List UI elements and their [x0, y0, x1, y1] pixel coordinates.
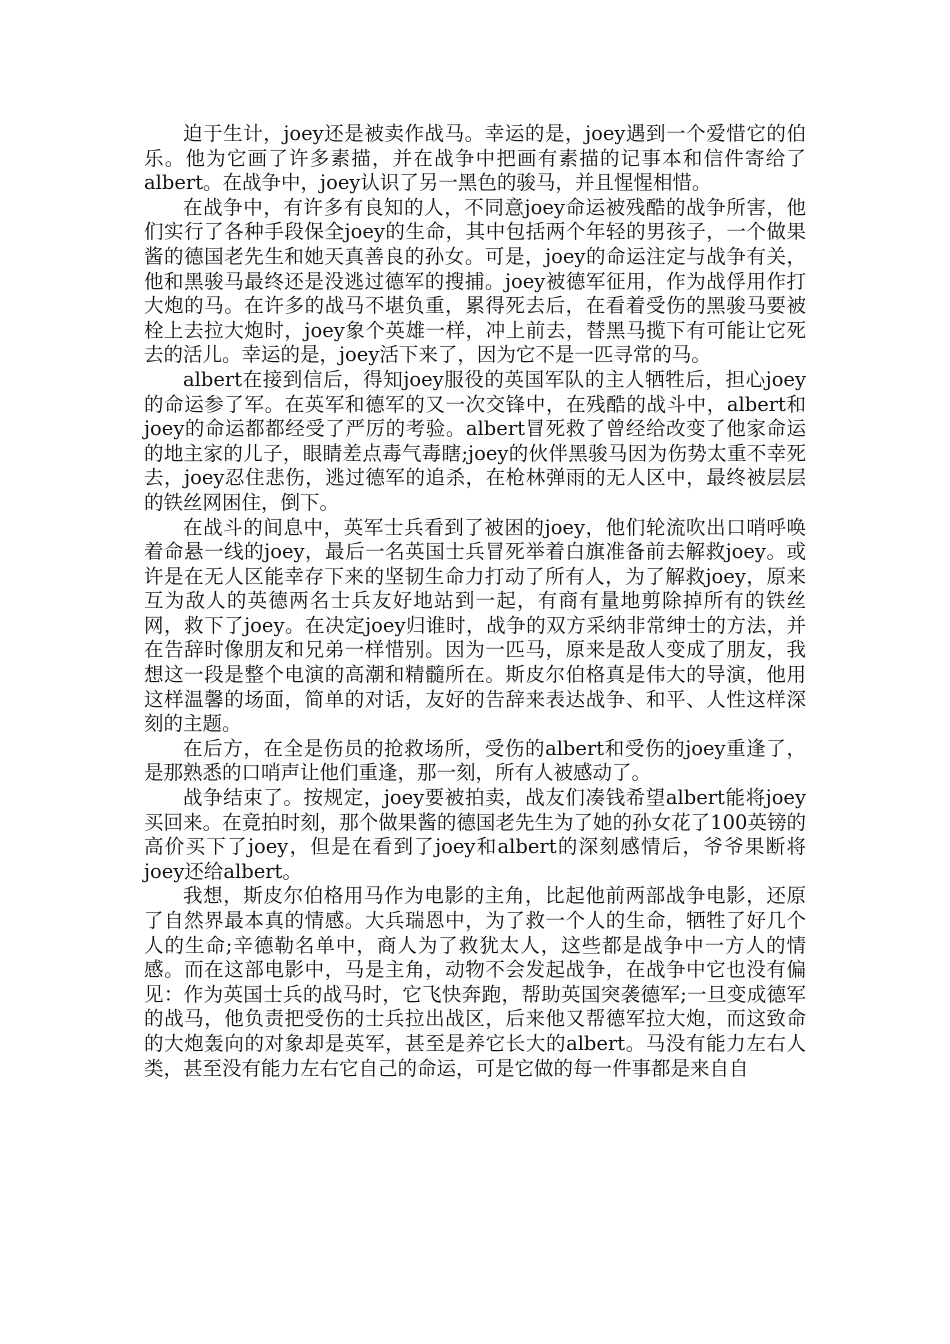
article-body [144, 122, 806, 1081]
paragraph-6: 战争结束了。按规定，joey要被拍卖，战友们凑钱希望albert能将joey买回来。在竟拍时刻，那个做果酱的德国老先生为了她的孙女花了100英镑的高价买下了joey，但是在看到了joey和albert的深刻感情后，爷爷果断将joey还给albert。 [144, 786, 806, 883]
paragraph-2: 在战争中，有许多有良知的人，不同意joey命运被残酷的战争所害，他们实行了各种手段保全joey的生命，其中包括两个年轻的男孩子，一个做果酱的德国老先生和她天真善良的孙女。可是，joey的命运注定与战争有关，他和黑骏马最终还是没逃过德军的搜捕。joey被德军征用，作为战俘用作打大炮的马。在许多的战马不堪负重，累得死去后，在看着受伤的黑骏马要被栓上去拉大炮时，joey象个英雄一样，冲上前去，替黑马揽下有可能让它死去的活儿。幸运的是，joey活下来了，因为它不是一匹寻常的马。 [144, 195, 806, 367]
paragraph-7: 我想，斯皮尔伯格用马作为电影的主角，比起他前两部战争电影，还原了自然界最本真的情感。大兵瑞恩中，为了救一个人的生命，牺牲了好几个人的生命;辛德勒名单中，商人为了救犹太人，这些都是战争中一方人的情感。而在这部电影中，马是主角，动物不会发起战争，在战争中它也没有偏见：作为英国士兵的战马时，它飞快奔跑，帮助英国突袭德军;一旦变成德军的战马，他负责把受伤的士兵拉出战区，后来他又帮德军拉大炮，而这致命的大炮轰向的对象却是英军，甚至是养它长大的albert。马没有能力左右人类，甚至没有能力左右它自己的命运，可是它做的每一件事都是来自自 [144, 884, 806, 1080]
paragraph-1: 迫于生计，joey还是被卖作战马。幸运的是，joey遇到一个爱惜它的伯乐。他为它画了许多素描，并在战争中把画有素描的记事本和信件寄给了albert。在战争中，joey认识了另一黑色的骏马，并且惺惺相惜。 [144, 122, 806, 195]
paragraph-3: albert在接到信后，得知joey服役的英国军队的主人牺牲后，担心joey的命运参了军。在英军和德军的又一次交锋中，在残酷的战斗中，albert和joey的命运都都经受了严厉的考验。albert冒死救了曾经给改变了他家命运的地主家的儿子，眼睛差点毒气毒瞎;joey的伙伴黑骏马因为伤势太重不幸死去，joey忍住悲伤，逃过德军的追杀，在枪林弹雨的无人区中，最终被层层的铁丝网困住，倒下。 [144, 367, 806, 514]
paragraph-5: 在后方，在全是伤员的抢救场所，受伤的albert和受伤的joey重逢了，是那熟悉的口哨声让他们重逢，那一刻，所有人被感动了。 [144, 736, 806, 785]
paragraph-4: 在战斗的间息中，英军士兵看到了被困的joey，他们轮流吹出口哨呼唤着命悬一线的joey，最后一名英国士兵冒死举着白旗准备前去解救joey。或许是在无人区能幸存下来的坚韧生命力打动了所有人，为了解救joey，原来互为敌人的英德两名士兵友好地站到一起，有商有量地剪除掉所有的铁丝网，救下了joey。在决定joey归谁时，战争的双方采纳非常绅士的方法，并在告辞时像朋友和兄弟一样惜别。因为一匹马，原来是敌人变成了朋友，我想这一段是整个电演的高潮和精髓所在。斯皮尔伯格真是伟大的导演，他用这样温馨的场面，简单的对话，友好的告辞来表达战争、和平、人性这样深刻的主题。 [144, 515, 806, 736]
